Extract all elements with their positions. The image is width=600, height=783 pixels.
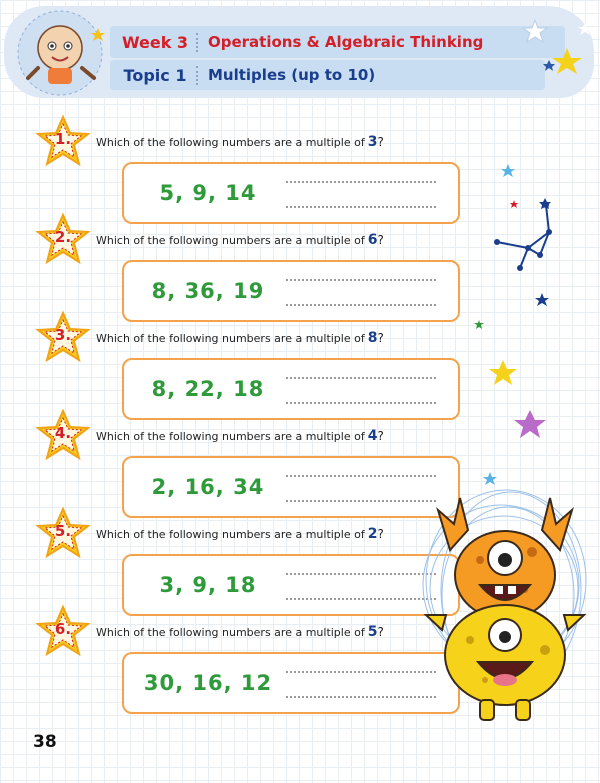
question-number: 5. xyxy=(54,522,72,540)
question-number: 3. xyxy=(54,326,72,344)
number-options: 3, 9, 18 xyxy=(159,573,257,597)
answer-line[interactable] xyxy=(286,500,436,502)
week-bar xyxy=(110,26,565,58)
question-prompt: Which of the following numbers are a multiple of xyxy=(96,136,365,149)
constellation-icon xyxy=(470,150,590,490)
question-text xyxy=(96,526,384,542)
target-number: 6 xyxy=(367,232,378,248)
kid-mascot-icon xyxy=(10,8,110,98)
week-label: Week 3 xyxy=(110,33,198,52)
question-mark: ? xyxy=(377,527,384,541)
topic-bar xyxy=(110,60,545,90)
answer-line[interactable] xyxy=(286,402,436,404)
question-mark: ? xyxy=(377,331,384,345)
answer-line[interactable] xyxy=(286,671,436,673)
question-number: 4. xyxy=(54,424,72,442)
question-mark: ? xyxy=(377,135,384,149)
page-number: 38 xyxy=(33,732,57,752)
answer-box[interactable] xyxy=(122,260,460,322)
answer-line[interactable] xyxy=(286,206,436,208)
monster-icon xyxy=(420,490,590,725)
question-text xyxy=(96,428,384,444)
number-options: 30, 16, 12 xyxy=(143,671,273,695)
answer-box[interactable] xyxy=(122,554,460,616)
question-text xyxy=(96,134,384,150)
answer-line[interactable] xyxy=(286,696,436,698)
week-title: Operations & Algebraic Thinking xyxy=(208,33,484,51)
number-options: 5, 9, 14 xyxy=(159,181,257,205)
question-prompt: Which of the following numbers are a multiple of xyxy=(96,430,365,443)
answer-line[interactable] xyxy=(286,304,436,306)
answer-line[interactable] xyxy=(286,181,436,183)
star-cluster-icon xyxy=(505,12,595,82)
question-mark: ? xyxy=(377,625,384,639)
topic-title: Multiples (up to 10) xyxy=(208,66,376,84)
target-number: 4 xyxy=(367,428,378,444)
number-options: 2, 16, 34 xyxy=(151,475,265,499)
answer-line[interactable] xyxy=(286,573,436,575)
target-number: 2 xyxy=(367,526,378,542)
answer-box[interactable] xyxy=(122,456,460,518)
question-text xyxy=(96,232,384,248)
answer-line[interactable] xyxy=(286,377,436,379)
question-prompt: Which of the following numbers are a multiple of xyxy=(96,234,365,247)
question-text xyxy=(96,624,384,640)
question-number: 6. xyxy=(54,620,72,638)
question-number: 1. xyxy=(54,130,72,148)
answer-box[interactable] xyxy=(122,162,460,224)
answer-box[interactable] xyxy=(122,358,460,420)
question-mark: ? xyxy=(377,233,384,247)
number-options: 8, 36, 19 xyxy=(151,279,265,303)
target-number: 8 xyxy=(367,330,378,346)
answer-line[interactable] xyxy=(286,475,436,477)
question-prompt: Which of the following numbers are a multiple of xyxy=(96,626,365,639)
question-number: 2. xyxy=(54,228,72,246)
question-prompt: Which of the following numbers are a multiple of xyxy=(96,332,365,345)
number-options: 8, 22, 18 xyxy=(151,377,265,401)
target-number: 5 xyxy=(367,624,378,640)
question-mark: ? xyxy=(377,429,384,443)
question-text xyxy=(96,330,384,346)
target-number: 3 xyxy=(367,134,378,150)
answer-box[interactable] xyxy=(122,652,460,714)
topic-label: Topic 1 xyxy=(110,66,198,85)
question-prompt: Which of the following numbers are a multiple of xyxy=(96,528,365,541)
answer-line[interactable] xyxy=(286,279,436,281)
answer-line[interactable] xyxy=(286,598,436,600)
